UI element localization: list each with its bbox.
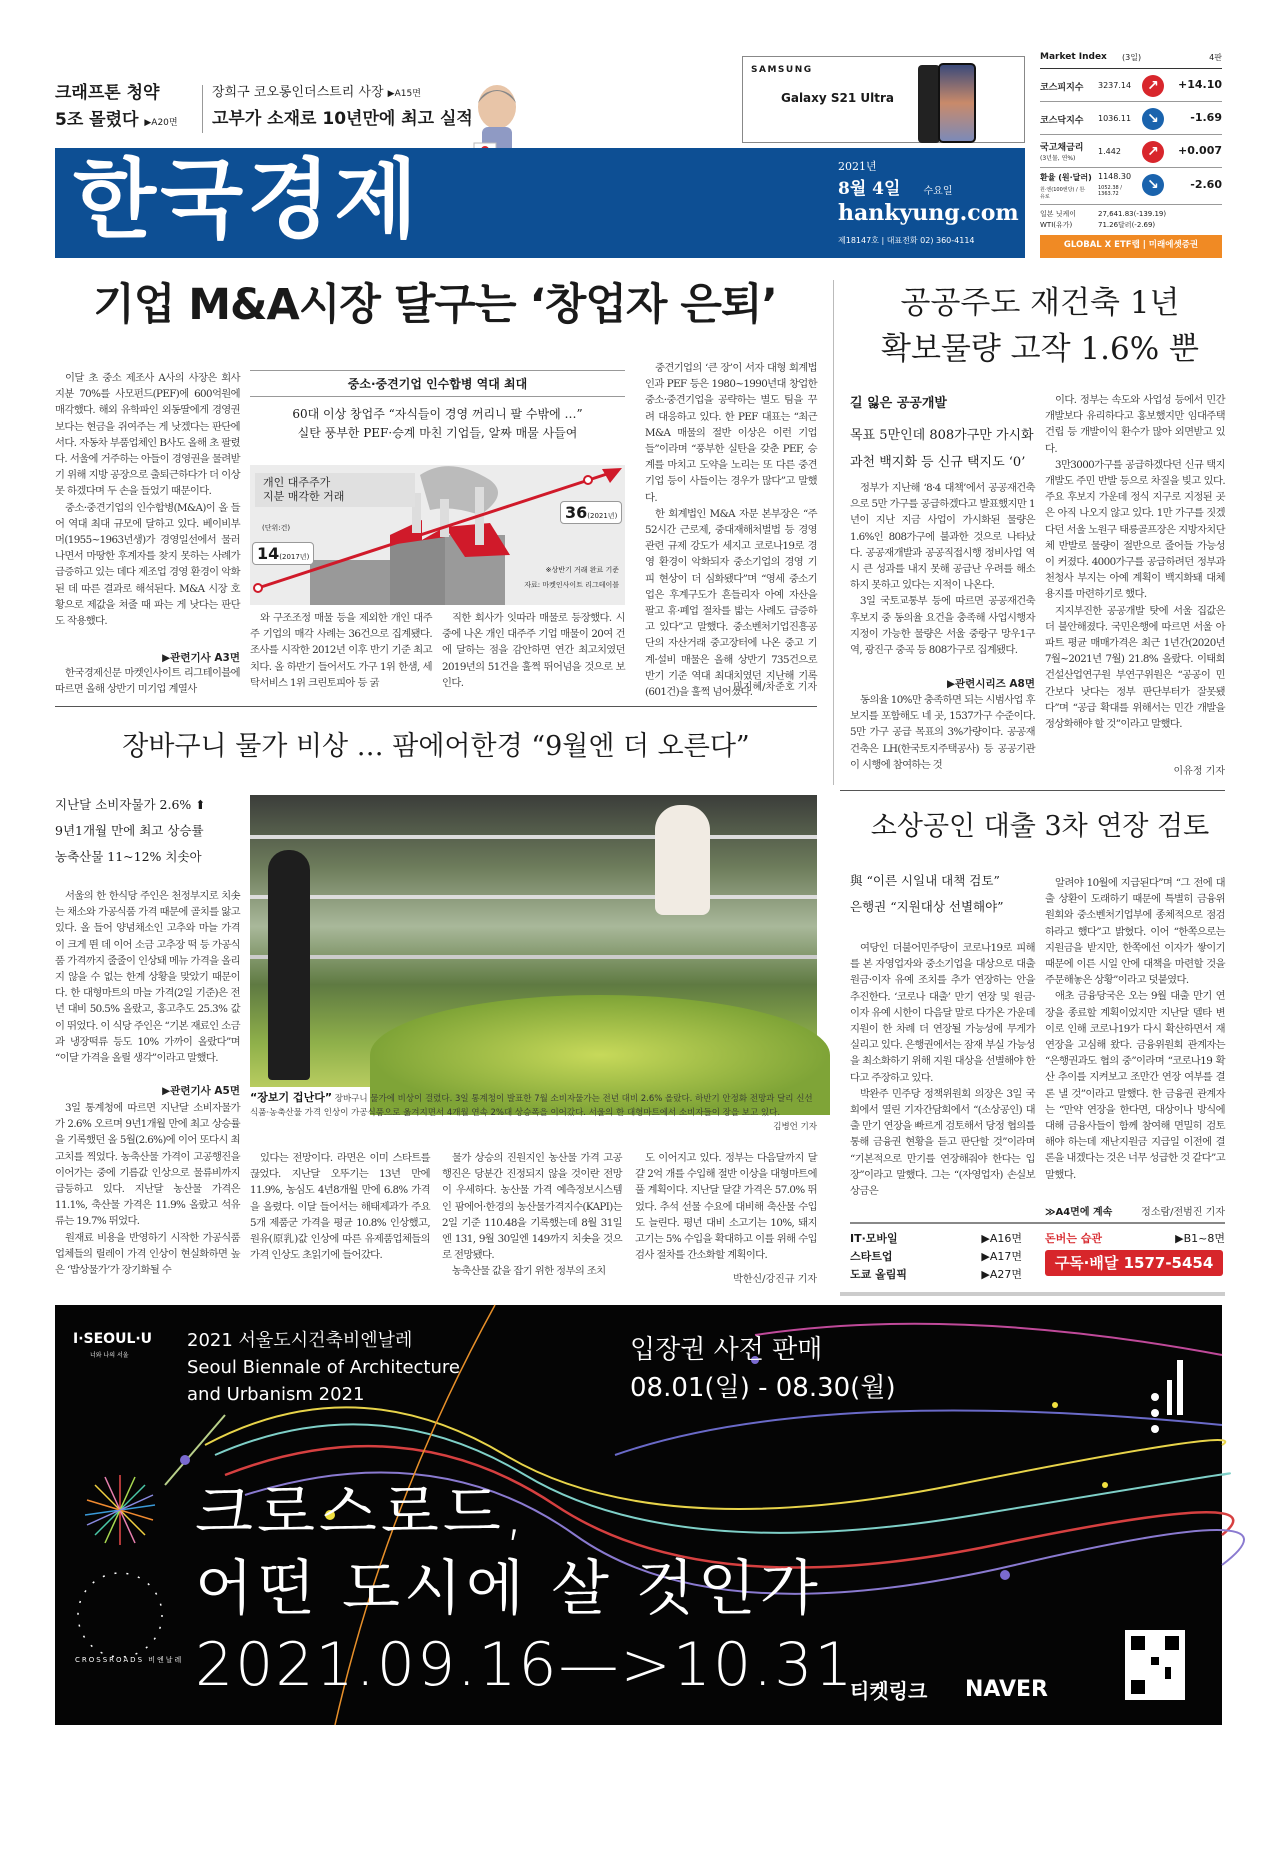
article-column: [55, 370, 240, 655]
market-date: (3일): [1122, 53, 1142, 62]
naver-logo[interactable]: NAVER: [965, 1677, 1048, 1702]
arrow-down-icon: ↘: [1142, 108, 1164, 130]
note: ※상반기 거래 완료 기준: [545, 566, 619, 574]
data-label-2017: 14(2017년): [252, 542, 314, 565]
article-column: [55, 1100, 240, 1278]
subheadline: 과천 백지화 등 신규 택지도 ‘0’: [850, 455, 1026, 470]
related-series-link[interactable]: ▶관련시리즈 A8면: [946, 678, 1035, 690]
divider: [55, 706, 817, 707]
year: 2021년: [838, 160, 877, 173]
paragraph: 이다. 정부는 속도와 사업성 등에서 민간 개발보다 유리하다고 홍보했지만 임대주택 건립 등 개발이익 환수가 많아 외면받고 있다.: [1045, 394, 1225, 455]
shopper-figure: [268, 850, 310, 1080]
paragraph: 이달 초 중소 제조사 A사의 사장은 회사 지분 70%를 사모펀드(PEF)에 600억원에 매각했다. 해외 유학파인 외동딸에게 경영권보다는 현금을 쥐여주는 게 낫겠다는 판단에서다. 자동차 부품업체인 B사도 올해 초 팔렸다. 서울에 거주하는 아들이 경영권을 물려받기 위해 지방 공장으로 출퇴근하다가 더 이상 못 하겠다며 두 손을 들었기 때문이다.: [55, 372, 240, 498]
article-column: [250, 610, 432, 692]
article-column: [55, 665, 240, 697]
crossroads-logo: [78, 1475, 162, 1657]
ad-title-ko: 2021 서울도시건축비엔날레: [187, 1330, 413, 1351]
presale-label: 입장권 사전 판매: [630, 1335, 823, 1365]
byline: 정소람/전범진 기자: [1141, 1207, 1225, 1218]
byline: 민지혜/차준호 기자: [733, 682, 817, 693]
infographic-title: 중소·중견기업 인수합병 역대 최대: [250, 370, 625, 397]
data-point-2017: [254, 584, 262, 592]
qr-code: [1125, 1630, 1185, 1700]
nikkei-label: 일본 닛케이: [1040, 210, 1077, 218]
biennale-ad[interactable]: [55, 1305, 1222, 1725]
data-label-2021: 36(2021년): [560, 501, 622, 524]
article-column: [850, 480, 1035, 675]
ad-title-en: Seoul Biennale of Architecture: [187, 1357, 460, 1378]
page-ref: ▶A20면: [144, 118, 178, 128]
paragraph: 애초 금융당국은 오는 9월 대출 만기 연장을 종료할 계획이었지만 지난달 델타 변이로 인해 코로나19가 다시 확산하면서 재연장을 고심해 왔다. 금융위원회 관계자는 “은행권과도 협의 중”이라며 “코로나19 확산 추이를 지켜보고 조만간 연장 여부를 결론 낼 것”이라고 말했다. 한 금융권 관계자는 “만약 연장을 한다면, 대상이나 방식에 대해 금융사들이 함께 참여해 면밀히 검토해야 하는데 재난지원금 지급일 이전에 결론을 내겠다는 것은 너무 성급한 것 같다”고 말했다.: [1045, 990, 1225, 1181]
ad-slogan: 크로스로드,: [195, 1478, 528, 1548]
continued-link[interactable]: ≫A4면에 계속: [1045, 1207, 1113, 1218]
paragraph: 박완주 민주당 정책위원회 의장은 3일 국회에서 열린 기자간담회에서 “(소상공인) 대출 만기 연장을 빠르게 검토해서 당정 협의를 통해 금융권 현황을 듣고 판단할 것”이라며 “기본적으로 만기를 연장해줘야 한다는 입장”이라고 말했다. 그는 “(자영업자) 손실보상금은: [850, 1087, 1035, 1198]
byline: 이유정 기자: [1173, 766, 1225, 777]
phone-image: [918, 65, 940, 143]
market-row-fx: 환율 (원·달러) 원·엔(100엔당) / 원·유로 1148.30 1052.38 / 1363.72 ↘ -2.60: [1040, 169, 1222, 205]
mirae-asset-ad[interactable]: GLOBAL X ETF랩 | 미래에셋증권: [1040, 235, 1222, 258]
article-column: [635, 1150, 817, 1270]
infographic-sub: 실탄 풍부한 PEF·승계 마친 기업들, 알짜 매물 사들여: [297, 426, 578, 440]
subheadline: 목표 5만인데 808가구만 가시화: [850, 428, 1034, 443]
series-label: 지분 매각한 거래: [263, 490, 345, 503]
seoul-logo: I·SEOUL·U: [73, 1331, 153, 1347]
date: 8월 4일: [838, 179, 901, 199]
article-column: [850, 940, 1035, 1208]
subheadline: 與 “이른 시일내 대책 검토”: [850, 873, 1000, 888]
paragraph: 있다는 전망이다. 라면은 이미 스타트를 끊었다. 지난달 오뚜기는 13년 만에 11.9%, 농심도 4년8개월 만에 6.8% 가격을 올렸다. 이달 들어서는 해태제과가 주요 5개 제품군 가격을 평균 10.8% 인상했고, 원유(原乳)값 인상에 따른 유제품업체들의 가격 인상도 초읽기에 들어갔다.: [250, 1152, 430, 1262]
caption-title: “장보기 겁난다”: [250, 1091, 333, 1104]
paragraph: 동의율 10%만 충족하면 되는 시범사업 후보지를 포함해도 네 곳, 1537가구 수준이다. 5만 가구 공급 목표의 3%가량이다. 공공재건축은 LH(한국토지주택공사) 등 공공기관이 시행에 참여하는 것: [850, 694, 1035, 771]
article-column: [442, 1150, 622, 1285]
paragraph: 여당인 더불어민주당이 코로나19로 피해를 본 자영업자와 중소기업을 대상으로 대출 원금·이자 유예 조치를 추가 연장하는 안을 추진한다. ‘코로나 대출’ 만기 연장 및 원금·이자 유예 시한이 다음달 말로 다가온 가운데 지원이 한 차례 더 연장될 가능성에 무게가 실리고 있다. 은행권에서는 잠재 부실 가능성을 최소화하기 위해 지원 대상을 선별해야 한다고 주장하고 있다.: [850, 942, 1035, 1084]
biennale-emblem: [1151, 1360, 1183, 1433]
paragraph: 원재료 비용을 반영하기 시작한 가공식품업체들의 릴레이 가격 인상이 현실화하면 높은 ‘밥상물가’가 장기화될 수: [55, 1231, 240, 1277]
divider: [833, 280, 834, 785]
paragraph: 도 이어지고 있다. 정부는 다음달까지 달걀 2억 개를 수입해 절반 이상을 대형마트에 풀 계획이다. 지난달 달걀 가격은 57.0% 뛰었다. 추석 선물 수요에 대비해 축산물 수입도 늘린다. 평년 대비 소고기는 10%, 돼지고기는 5% 수입을 확대하고 이를 위해 수입 검사 절차를 간소화할 계획이다.: [635, 1152, 817, 1262]
teaser-kolon[interactable]: [212, 82, 492, 133]
paragraph: 농축산물 값을 잡기 위한 정부의 조치: [452, 1265, 606, 1278]
newspaper-logo[interactable]: 한국경제: [73, 150, 422, 250]
paragraph: 3일 통계청에 따르면 지난달 소비자물가가 2.6% 오르며 9년1개월 만에 최고 상승률을 기록했던 올 5월(2.6%)에 이어 또다시 최고치를 찍었다. 농축산물 가격이 고공행진을 이어가는 중에 기름값 인상으로 물류비까지 급등하고 있다. 지난달 농산물 가격은 11.1%, 축산물 가격은 11.9% 올랐고 석유류는 19.7% 뛰었다.: [55, 1102, 240, 1228]
article-column: [442, 610, 625, 692]
ad-title-en: and Urbanism 2021: [187, 1384, 365, 1405]
series-kicker: 길 잃은 공공개발: [850, 396, 947, 411]
headline-rebuild[interactable]: 공공주도 재건축 1년: [900, 285, 1180, 321]
caption-text: 장바구니 물가에 비상이 걸렸다. 3일 통계청이 발표한 7월 소비자물가는 전년 대비 2.6% 올랐다. 하반기 안정화 전망과 달리 신선식품·농축산물 가격 인상이 가공식품으로 옮겨지면서 4개월 연속 2%대 상승폭을 이어갔다. 서울의 한 대형마트에서 소비자들이 장을 보고 있다.: [250, 1094, 813, 1118]
subheadline: 지난달 소비자물가 2.6% ⬆: [55, 797, 206, 812]
weekday: 수요일: [923, 186, 953, 197]
headline-rebuild-2[interactable]: 확보물량 고작 1.6% 뿐: [881, 331, 1199, 367]
teaser-line: 5조 몰렸다: [55, 110, 139, 130]
subheadline: 9년1개월 만에 최고 상승률: [55, 823, 204, 838]
presale-dates: 08.01(일) - 08.30(월): [630, 1373, 896, 1403]
article-column: [1045, 392, 1225, 762]
teaser-line: 장희구 코오롱인더스트리 사장: [212, 85, 384, 100]
market-row-kosdaq: 코스닥지수 1036.11 ↘ -1.69: [1040, 103, 1222, 135]
paragraph: 한 회계법인 M&A 자문 본부장은 “주 52시간 근로제, 중대재해처벌법 등 경영 관련 규제 강도가 세지고 코로나19로 경영 환경이 악화되자 중소기업의 경영 기피 현상이 더 심화됐다”며 “영세 중소기업은 후계구도가 흔들리자 아예 자산을 팔고 휴·폐업 절차를 밟는 사례도 급증하고 있다”고 말했다. 중소벤처기업진흥공단의 자산거래 중고장터에 나온 중고 기계·설비 매물은 올해 상반기 735건으로 반기 기준 역대 최대치였던 지난해 기록(601건)을 훌쩍 넘어섰다.: [645, 507, 817, 699]
market-title: Market Index: [1040, 52, 1107, 62]
headline-grocery[interactable]: 장바구니 물가 비상 … 팜에어한경 “9월엔 더 오른다”: [122, 731, 750, 762]
index-item[interactable]: 스타트업 ▶A17면: [850, 1250, 1022, 1263]
article-column: [1045, 875, 1225, 1195]
infographic-sub: 60대 이상 창업주 “자식들이 경영 꺼리니 팔 수밖에 …”: [292, 407, 583, 421]
arrow-up-icon: ↗: [1142, 141, 1164, 163]
subheadline: 은행권 “지원대상 선별해야”: [850, 899, 1004, 914]
paragraph: 알려야 10월에 지급된다”며 “그 전에 대출 상환이 도래하기 때문에 특별히 금융위원회와 중소벤처기업부에 종체적으로 점검하라고 했다”고 밝혔다. 이어 “한쪽으로는 지원금을 받지만, 한쪽에선 이자가 쌓이기 때문에 이른 시일 안에 대책을 마련할 것을 주문해놓은 상황”이라고 덧붙였다.: [1045, 877, 1225, 987]
site-url[interactable]: hankyung.com: [838, 200, 1019, 226]
divider: [202, 85, 203, 133]
crossroads-ring-text: CROSSROADS 비엔날레: [75, 1656, 184, 1664]
exhibition-period: 2021.09.16—>10.31: [195, 1630, 855, 1700]
ad-brand: SAMSUNG: [751, 65, 813, 75]
market-row-bond: 국고채금리 (3년물, 연%) 1.442 ↗ +0.007: [1040, 136, 1222, 168]
page-ref: ▶A15면: [387, 89, 421, 99]
ad-slogan: 어떤 도시에 살 것인가: [195, 1554, 822, 1624]
shopper-figure: [655, 805, 710, 915]
phone: 대표전화 02) 360-4114: [886, 236, 975, 245]
teaser-krafton[interactable]: [55, 80, 205, 137]
paragraph: 중소·중견기업의 인수합병(M&A)이 올 들어 역대 최대 규모에 달하고 있다. 베이비부머(1955~1963년생)가 경영일선에서 물러나면서 마땅한 후계자를 찾지 못하는 사례가 급증하고 있는 데다 제조업 경영 환경이 악화된 데 따른 결과로 해석된다. M&A 시장 호황으로 제값을 쳐줄 때 파는 게 낫다는 판단도 작용했다.: [55, 501, 240, 628]
article-column: [850, 692, 1035, 777]
wti-value: 71.26달러(-2.69): [1098, 221, 1156, 229]
source: 자료: 마켓인사이트 리그테이블: [524, 581, 619, 589]
ad-product: Galaxy S21 Ultra: [781, 91, 895, 105]
infographic: [250, 365, 625, 605]
photo-caption: [250, 1091, 817, 1134]
data-point-2021: [584, 476, 592, 484]
teaser-line: 고부가 소재로 10년만에 최고 실적: [212, 109, 473, 129]
subscribe-banner[interactable]: 구독·배달 1577-5454: [1045, 1250, 1223, 1276]
arrow-down-icon: ↘: [1142, 174, 1164, 196]
market-index: [1040, 52, 1222, 258]
paragraph: 지지부진한 공공개발 탓에 서울 집값은 더 불안해졌다. 국민은행에 따르면 서울 아파트 평균 매매가격은 최근 1년간(2020년 7월~2021년 7월) 21.8% 올랐다. 이태희 건설산업연구원 부연구위원은 “공공이 민간보다 낫다는 정부 판단부터가 잘못됐다”며 “공급 확대를 위해서는 민간 개발을 정상화해야 할 것”이라고 말했다.: [1045, 604, 1225, 731]
wti-label: WTI(유가): [1040, 221, 1073, 229]
photographer: 김병언 기자: [773, 1122, 817, 1132]
paragraph: 와 구조조정 매물 등을 제외한 개인 대주주 기업의 매각 사례는 36건으로 집계됐다. 조사를 시작한 2012년 이후 반기 기준 최고치다. 올 하반기 들어서도 가구 1위 한샘, 세탁서비스 1위 크린토피아 등 굵: [250, 612, 432, 689]
article-column: [250, 1150, 430, 1285]
paragraph: 정부가 지난해 ‘8·4 대책’에서 공공재건축으로 5만 가구를 공급하겠다고 발표했지만 1년이 지난 지금 사업이 가시화된 물량은 1.6%인 808가구에 불과한 것으로 나타났다. 공공재개발과 공공직접시행 정비사업 역시 큰 성과를 내지 못해 공급난 우려를 해소하지 못하고 있다는 지적이 나온다.: [850, 482, 1035, 592]
related-article-link[interactable]: ▶관련기사 A5면: [162, 1085, 240, 1097]
headline-ma[interactable]: 기업 M&A시장 달구는 ‘창업자 은퇴’: [93, 280, 777, 330]
section-link[interactable]: 돈버는 습관 ▶B1~8면: [1045, 1232, 1225, 1245]
divider: [850, 1222, 1225, 1224]
subheadline: 농축산물 11~12% 치솟아: [55, 849, 202, 864]
issue-number: 제18147호: [838, 236, 879, 245]
paragraph: 중견기업의 ‘큰 장’이 서자 대형 회계법인과 PEF 등은 1980~1990년대 창업한 중소·중견기업을 공략하는 별도 팀을 꾸려 대응하고 있다. 한 PEF 대표는 “최근 M&A 매물의 절반 이상은 이런 기업들”이라며 “풍부한 실탄을 갖춘 PEF, 승계를 마치고 도약을 노리는 또 다른 중견기업 등이 사들이는 경우가 많다”고 말했다.: [645, 362, 817, 504]
divider: [840, 1292, 1225, 1296]
paragraph: 서울의 한 한식당 주인은 천정부지로 치솟는 채소와 가공식품 가격 때문에 골치를 앓고 있다. 올 들어 양념채소인 고추와 마늘 가격이 크게 뛴 데 이어 소금 고추장 떡 등 가공식품 가격까지 줄줄이 인상돼 메뉴 가격을 올리지 않을 수 없는 한계 상황을 맞았기 때문이다. 한 대형마트의 마늘 가격(2일 기준)은 전년 대비 50.5% 올랐고, 홍고추도 25.3% 값이 뛰었다. 이 식당 주인은 “기본 재료인 소금과 냉장떡류 등도 10% 가까이 올랐다”며 “이달 가격을 올릴 생각”이라고 말했다.: [55, 890, 240, 1065]
grocery-photo: [250, 795, 817, 1087]
phone-image: [938, 63, 976, 143]
samsung-ad[interactable]: [742, 56, 1025, 143]
paragraph: 3만3000가구를 공급하겠다던 신규 택지 개발도 주민 반발 등으로 차질을 빚고 있다. 주요 후보지 가운데 정식 지구로 지정된 곳은 아직 나오지 않고 있다. 1만 가구를 짓겠다던 서울 노원구 태릉골프장은 지방자치단체 반발로 물량이 절반으로 줄어들 가능성이 커졌다. 4000가구를 공급하려던 정부과천청사 부지는 아예 계획이 백지화돼 대체 용지를 마련하기로 했다.: [1045, 458, 1225, 601]
market-row-kospi: 코스피지수 3237.14 ↗ +14.10: [1040, 70, 1222, 102]
ticketlink-logo[interactable]: 티켓링크: [850, 1679, 928, 1703]
nikkei-value: 27,641.83(-139.19): [1098, 210, 1167, 218]
article-column: [55, 888, 240, 1083]
seoul-logo-sub: 너와 나의 서울: [90, 1352, 129, 1359]
index-item[interactable]: IT·모바일 ▶A16면: [850, 1232, 1022, 1245]
teaser-line: 크래프톤 청약: [55, 83, 160, 103]
index-item[interactable]: 도쿄 올림픽 ▶A27면: [850, 1268, 1022, 1281]
paragraph: 한국경제신문 마켓인사이트 리그테이블에 따르면 올해 상반기 미기업 계열사: [55, 667, 240, 696]
byline: 박한신/강진규 기자: [733, 1274, 817, 1285]
paragraph: 직한 회사가 잇따라 매물로 등장했다. 시중에 나온 개인 대주주 기업 매물이 20여 건에 달하는 점을 감안하면 연간 최고치였던 2019년의 51건을 훌쩍 뛰어넘을 것으로 보인다.: [442, 612, 625, 689]
paragraph: 3일 국토교통부 등에 따르면 공공재건축 후보지 중 동의율 요건을 충족해 사업시행자 지정이 가능한 물량은 서울 중랑구 망우1구역, 광진구 중곡 등 808가구로 집계됐다.: [850, 595, 1035, 657]
series-label: 개인 대주주가: [263, 476, 331, 489]
unit-label: (단위:건): [262, 524, 291, 532]
headline-loan[interactable]: 소상공인 대출 3차 연장 검토: [870, 811, 1210, 842]
masthead: 한국경제 2021년 8월 4일 수요일 hankyung.com 제18147호 | 대표전화 02) 360-4114: [55, 148, 1025, 258]
divider: [840, 790, 1225, 791]
related-article-link[interactable]: ▶관련기사 A3면: [162, 652, 240, 664]
edition: 4판: [1209, 53, 1222, 62]
paragraph: 물가 상승의 진원지인 농산물 가격 고공행진은 당분간 진정되지 않을 것이란 전망이 우세하다. 농산물 가격 예측정보시스템인 팜에어·한경의 농산물가격지수(KAPI)는 2일 기준 110.48을 기록했는데 8월 31일엔 131, 9월 30일엔 149까지 치솟을 것으로 전망됐다.: [442, 1152, 622, 1262]
arrow-up-icon: ↗: [1142, 75, 1164, 97]
